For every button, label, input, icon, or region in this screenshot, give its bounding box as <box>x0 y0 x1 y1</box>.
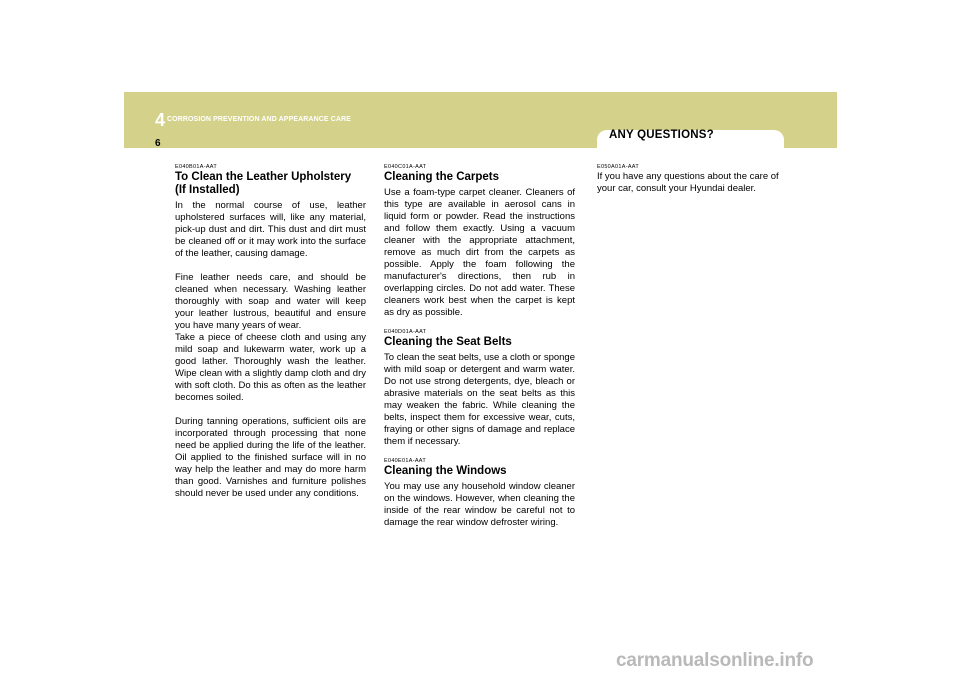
section-heading: Cleaning the Carpets <box>384 171 500 183</box>
paragraph: Fine leather needs care, and should be cleaned when necessary. Washing leather thoroughly with soap and water will keep your leather lustrous, beautiful and ensure you have many years of wear. <box>175 272 366 331</box>
windows-section <box>384 457 575 529</box>
section-heading <box>175 171 366 197</box>
page-number: 6 <box>155 138 161 149</box>
right-column <box>597 163 788 195</box>
paragraph: Take a piece of cheese cloth and using any mild soap and lukewarm water, work up a good lather. Thoroughly wash the leather. Wipe clean with a slightly damp cloth and dry with soft cloth. Do this as often as the leather becomes soiled. <box>175 332 366 403</box>
section-heading: Cleaning the Windows <box>384 465 507 477</box>
section-code: E040D01A-AAT <box>384 329 427 335</box>
paragraph: If you have any questions about the care of your car, consult your Hyundai dealer. <box>597 171 779 194</box>
carpets-section <box>384 163 575 319</box>
paragraph: To clean the seat belts, use a cloth or sponge with mild soap or detergent and warm water. Do not use strong detergents, dye, bleach or abrasive materials on the seat belts as this may weaken the fabric. While cleaning the belts, inspect them for excessive wear, cuts, fraying or other signs of damage and replace them if necessary. <box>384 352 575 447</box>
seat-belts-section <box>384 328 575 448</box>
section-heading: Cleaning the Seat Belts <box>384 336 512 348</box>
chapter-number: 4 <box>155 110 166 130</box>
paragraph: Use a foam-type carpet cleaner. Cleaners of this type are available in aerosol cans in liquid form or powder. Read the instructions and follow them exactly. Using a vacuum cleaner with the appropriate attachment, remove as much dirt from the carpets as possible. Apply the foam following the manufacturer's directions, then rub in overlapping circles. Do not add water. These cleaners work best when the carpet is kept as dry as possible. <box>384 187 575 318</box>
chapter-title: CORROSION PREVENTION AND APPEARANCE CARE <box>167 116 351 123</box>
section-code: E040C01A-AAT <box>384 164 427 170</box>
left-column <box>175 163 366 500</box>
section-tab-label: ANY QUESTIONS? <box>609 129 714 141</box>
heading-line: To Clean the Leather Upholstery <box>175 171 352 183</box>
watermark-text: carmanualsonline.info <box>616 650 814 671</box>
heading-line: (If Installed) <box>175 184 240 196</box>
section-code: E040E01A-AAT <box>384 458 427 464</box>
middle-column <box>384 163 575 538</box>
paragraph: You may use any household window cleaner on the windows. However, when cleaning the inside of the rear window be careful not to damage the rear window defroster wiring. <box>384 481 575 528</box>
paragraph: During tanning operations, sufficient oils are incorporated through processing that none need be applied during the life of the leather. Oil applied to the finished surface will in no way help the leather and may do more harm than good. Varnishes and furniture polishes should never be used under any conditions. <box>175 416 366 499</box>
section-code: E040B01A-AAT <box>175 164 218 170</box>
section-code: E050A01A-AAT <box>597 164 640 170</box>
paragraph: In the normal course of use, leather upholstered surfaces will, like any material, pick-up dust and dirt. This dust and dirt must be cleaned off or it may work into the surface of the leather, causing damage. <box>175 200 366 259</box>
